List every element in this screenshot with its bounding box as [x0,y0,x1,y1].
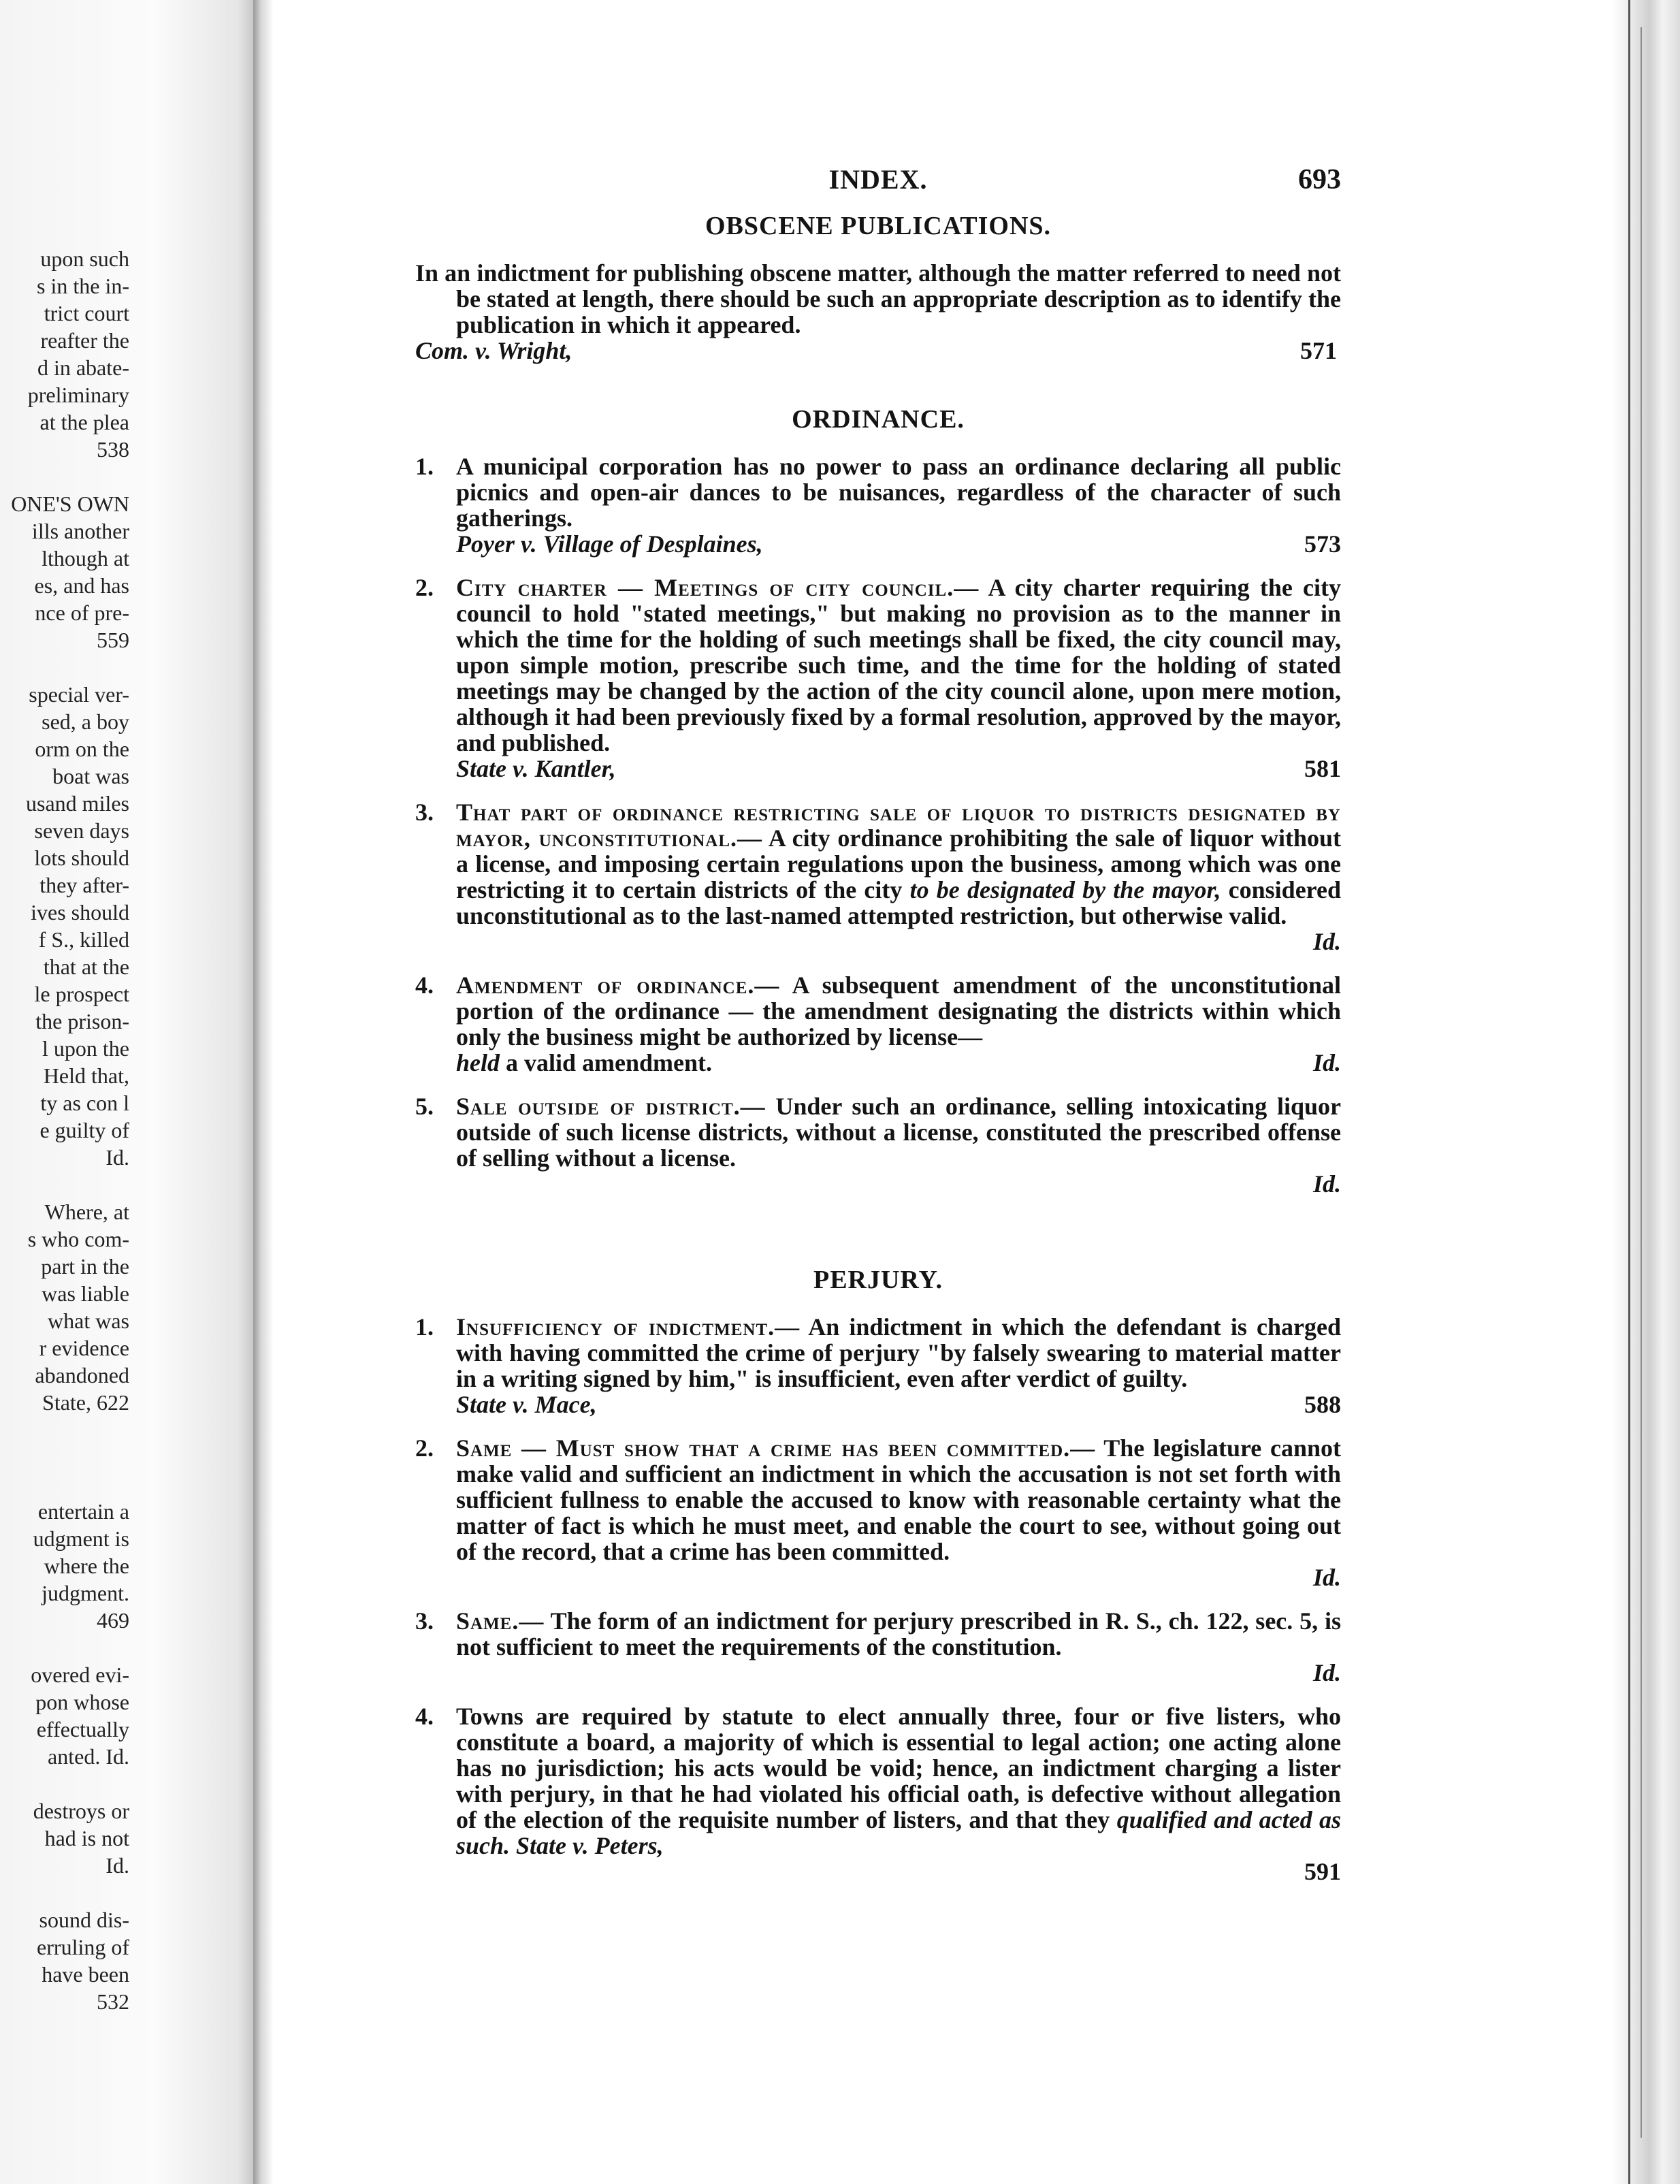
previous-page-line: Where, at [44,1200,129,1224]
section-title: ORDINANCE. [792,405,965,434]
index-entry [415,1608,1341,1686]
page-edge [1612,0,1680,2184]
previous-page-line: Id. [106,1145,129,1170]
entry-number: 2. [415,1434,434,1462]
index-entry [415,1093,1341,1197]
previous-page-line: overed evi- [31,1663,129,1687]
section-perjury [415,1265,1341,1884]
previous-page-line [0,1443,129,1471]
entry-text: A city charter requiring the city council to hold "stated meetings," but making no provision as to the manner in which the time for the holding of such meetings shall be fixed, the city council may, upon simple motion, prescribe such time, and the time for the holding of stated meetings may be changed by the action of the city council alone, upon mere motion, although it had been previously fixed by a formal resolution, approved by the mayor, and published. [456,574,1341,756]
previous-page-line: lots should [34,846,129,870]
previous-page-line: what was [48,1308,129,1333]
previous-page-line: ills another [31,519,129,543]
index-entry [415,799,1341,954]
entry-number: 3. [415,799,434,826]
index-entry [415,1435,1341,1590]
citation-line [456,1859,1341,1884]
previous-page-line [0,1770,129,1797]
entry-heading: Same.— [456,1607,545,1635]
case-name: State v. Kantler, [456,755,616,782]
page-reference: 573 [1304,530,1341,558]
entry-text: In an indictment for publishing obscene matter, although the matter referred to need not be stated at length, there should be such an appropriate description as to identify the publication in which it appeared. [415,259,1341,338]
previous-page-line: had is not [44,1826,129,1850]
section-title: PERJURY. [813,1266,943,1294]
index-entry [415,1314,1341,1417]
previous-page-line [0,1171,129,1198]
case-name: Com. v. Wright, [415,337,572,364]
previous-page-line: l upon the [42,1036,129,1061]
previous-page-line: State, 622 [42,1390,129,1415]
citation-line [456,1392,1341,1417]
citation-line [456,1660,1341,1686]
previous-page-line [0,463,129,490]
previous-page-line: lthough at [42,546,129,571]
previous-page-line: preliminary [27,383,129,407]
page-reference: 588 [1304,1391,1341,1418]
citation-line: Com. v. Wright, 571 [415,337,1337,364]
page-edge-line-inner [1641,27,1642,2138]
entry-text: The legislature cannot make valid and sufficient an indictment in which the accusation is not set forth with sufficient fullness to enable the accused to know with reasonable certainty what the matter of fact is which he must meet, and enable the court to see, without going out of the record, that a crime has been committed. [456,1434,1341,1565]
index-entry [415,1703,1341,1884]
citation-line [456,1171,1341,1197]
entry-number: 5. [415,1093,434,1120]
previous-page-line: s who com- [27,1227,129,1251]
previous-page-line: e guilty of [39,1118,129,1142]
entry-heading: Sale outside of district.— [456,1093,766,1120]
previous-page-line: orm on the [35,737,129,761]
previous-page-line: at the plea [39,410,129,434]
citation-line [456,531,1341,557]
previous-page-line: judgment. [42,1581,129,1605]
page-reference: Id. [1312,1564,1341,1591]
previous-page-line: r evidence [39,1336,129,1360]
previous-page-line: the prison- [35,1009,129,1033]
citation-line [456,929,1341,954]
previous-page-line: entertain a [37,1499,129,1524]
previous-page-line: seven days [34,818,129,843]
entry-number: 1. [415,1313,434,1340]
entry-heading: City charter — Meetings of city council.— [456,574,980,601]
section-ordinance [415,404,1341,1197]
page-reference: Id. [1312,928,1341,955]
entry-text: Under such an ordinance, selling intoxicating liquor outside of such license districts, without a license, constituted the prescribed offense of selling without a license. [456,1093,1341,1172]
previous-page-line: Held that, [43,1063,129,1088]
entry-text: A municipal corporation has no power to pass an ordinance declaring all public picnics and open-air dances to be nuisances, regardless of the character of such gatherings. [456,453,1341,532]
page-reference: 591 [1304,1858,1341,1885]
section-obscene-publications [415,211,1341,364]
entry-text-italic: qualified and acted as such. [456,1806,1342,1859]
case-name: State v. Mace, [456,1391,597,1418]
previous-page-line [0,1416,129,1443]
previous-page-line: ives should [31,900,129,925]
previous-page-line: ONE'S OWN [11,492,129,516]
entry-number: 3. [415,1607,434,1635]
previous-page-line: where the [44,1554,129,1578]
running-head: INDEX. [828,164,928,195]
entry-heading: Insufficiency of indictment.— [456,1313,801,1340]
entry-text: Towns are required by statute to elect annually three, four or five listers, who constitute a board, a majority of which is essential to legal action; one acting alone has no jurisdiction; his acts would be void; hence, an indictment charging a lister with perjury, in that he had violated his official oath, is defective without allegation of the election of the requisite number of listers, and that they [456,1703,1341,1833]
previous-page-line: 559 [97,628,129,652]
entry-text: The form of an indictment for perjury prescribed in R. S., ch. 122, sec. 5, is not sufficient to meet the requirements of the constitution. [456,1607,1341,1660]
entry-text: A subsequent amendment of the unconstitutional portion of the ordinance — the amendment designating the districts within which only the business might be authorized by license— [456,971,1341,1050]
page-reference: Id. [1312,1659,1341,1686]
entry-number: 4. [415,971,434,999]
case-name: State v. Peters, [516,1832,664,1859]
previous-page-line: erruling of [37,1935,129,1959]
previous-page-line: destroys or [33,1799,129,1823]
previous-page-line: sed, a boy [42,709,129,734]
previous-page-line: part in the [41,1254,129,1279]
section-title: OBSCENE PUBLICATIONS. [705,212,1052,240]
previous-page-line: upon such [40,246,129,271]
previous-page-line: ty as con l [40,1091,129,1115]
previous-page-line: 532 [97,1989,129,2014]
previous-page-line: they after- [39,873,129,897]
previous-page-line: abandoned [35,1363,129,1387]
index-entry [415,575,1341,782]
entry-text: An indictment in which the defendant is charged with having committed the crime of perjury "by falsely swearing to material matter in a writing signed by him," is insufficient, even after verdict of guilty. [456,1313,1341,1392]
entry-text: A city ordinance prohibiting the sale of liquor without a license, and imposing certain regulations upon the business, among which was one restricting it to certain districts of the city [456,824,1341,903]
previous-page-line: anted. Id. [48,1744,129,1769]
previous-page-line: d in abate- [37,355,129,380]
index-entry [415,260,1341,364]
previous-page-line: 469 [97,1608,129,1633]
previous-page-line [0,1634,129,1661]
page-edge-line [1628,0,1630,2184]
citation-line [456,1564,1341,1590]
binding-shadow [253,0,274,2184]
index-entry [415,972,1341,1076]
previous-page-line: have been [42,1962,129,1987]
entry-number: 2. [415,574,434,601]
previous-page-line: udgment is [33,1526,129,1551]
entry-number: 4. [415,1703,434,1730]
previous-page-line: nce of pre- [35,600,129,625]
previous-page-line: f S., killed [38,927,129,952]
index-entry [415,453,1341,557]
previous-page-line: boat was [52,764,129,788]
previous-page-line: sound dis- [39,1908,129,1932]
previous-page-line: usand miles [26,791,129,816]
entry-heading: That part of ordinance restricting sale of liquor to districts designated by mayor, unconstitutional.— [456,799,1341,852]
entry-text: considered unconstitutional as to the last-named attempted restriction, but otherwise valid. [456,876,1341,929]
page-reference: Id. [1312,1170,1341,1198]
previous-page-line [0,1879,129,1906]
previous-page-line: was liable [42,1281,129,1306]
entry-heading: Same — Must show that a crime has been committed.— [456,1434,1096,1462]
previous-page-line: s in the in- [37,274,129,298]
page-header [415,163,1341,211]
index-page [415,163,1341,1902]
previous-page-line: effectually [36,1717,129,1741]
previous-page-line: special ver- [29,682,129,707]
previous-page-line: pon whose [35,1690,129,1714]
previous-page-line: es, and has [34,573,129,598]
held-word: held [456,1049,500,1076]
page-number: 693 [1298,164,1341,195]
previous-page-line [0,654,129,681]
previous-page-line: that at the [43,954,129,979]
page-reference: Id. [1312,1049,1341,1076]
previous-page-line: trict court [44,301,129,325]
previous-page-line: 538 [97,437,129,462]
page-reference: 581 [1304,755,1341,782]
previous-page-line [0,1471,129,1498]
citation-line [456,1050,1341,1076]
entry-number: 1. [415,453,434,480]
entry-heading: Amendment of ordinance.— [456,971,780,999]
entry-text-italic: to be designated by the mayor, [909,876,1221,903]
previous-page-line: le prospect [34,982,129,1006]
citation-line [456,756,1341,782]
case-name: Poyer v. Village of Desplaines, [456,530,763,558]
previous-page-line: Id. [106,1853,129,1878]
entry-text: a valid amendment. [506,1049,713,1076]
previous-page-line: reafter the [40,328,129,353]
previous-page-fragment [0,245,129,2015]
